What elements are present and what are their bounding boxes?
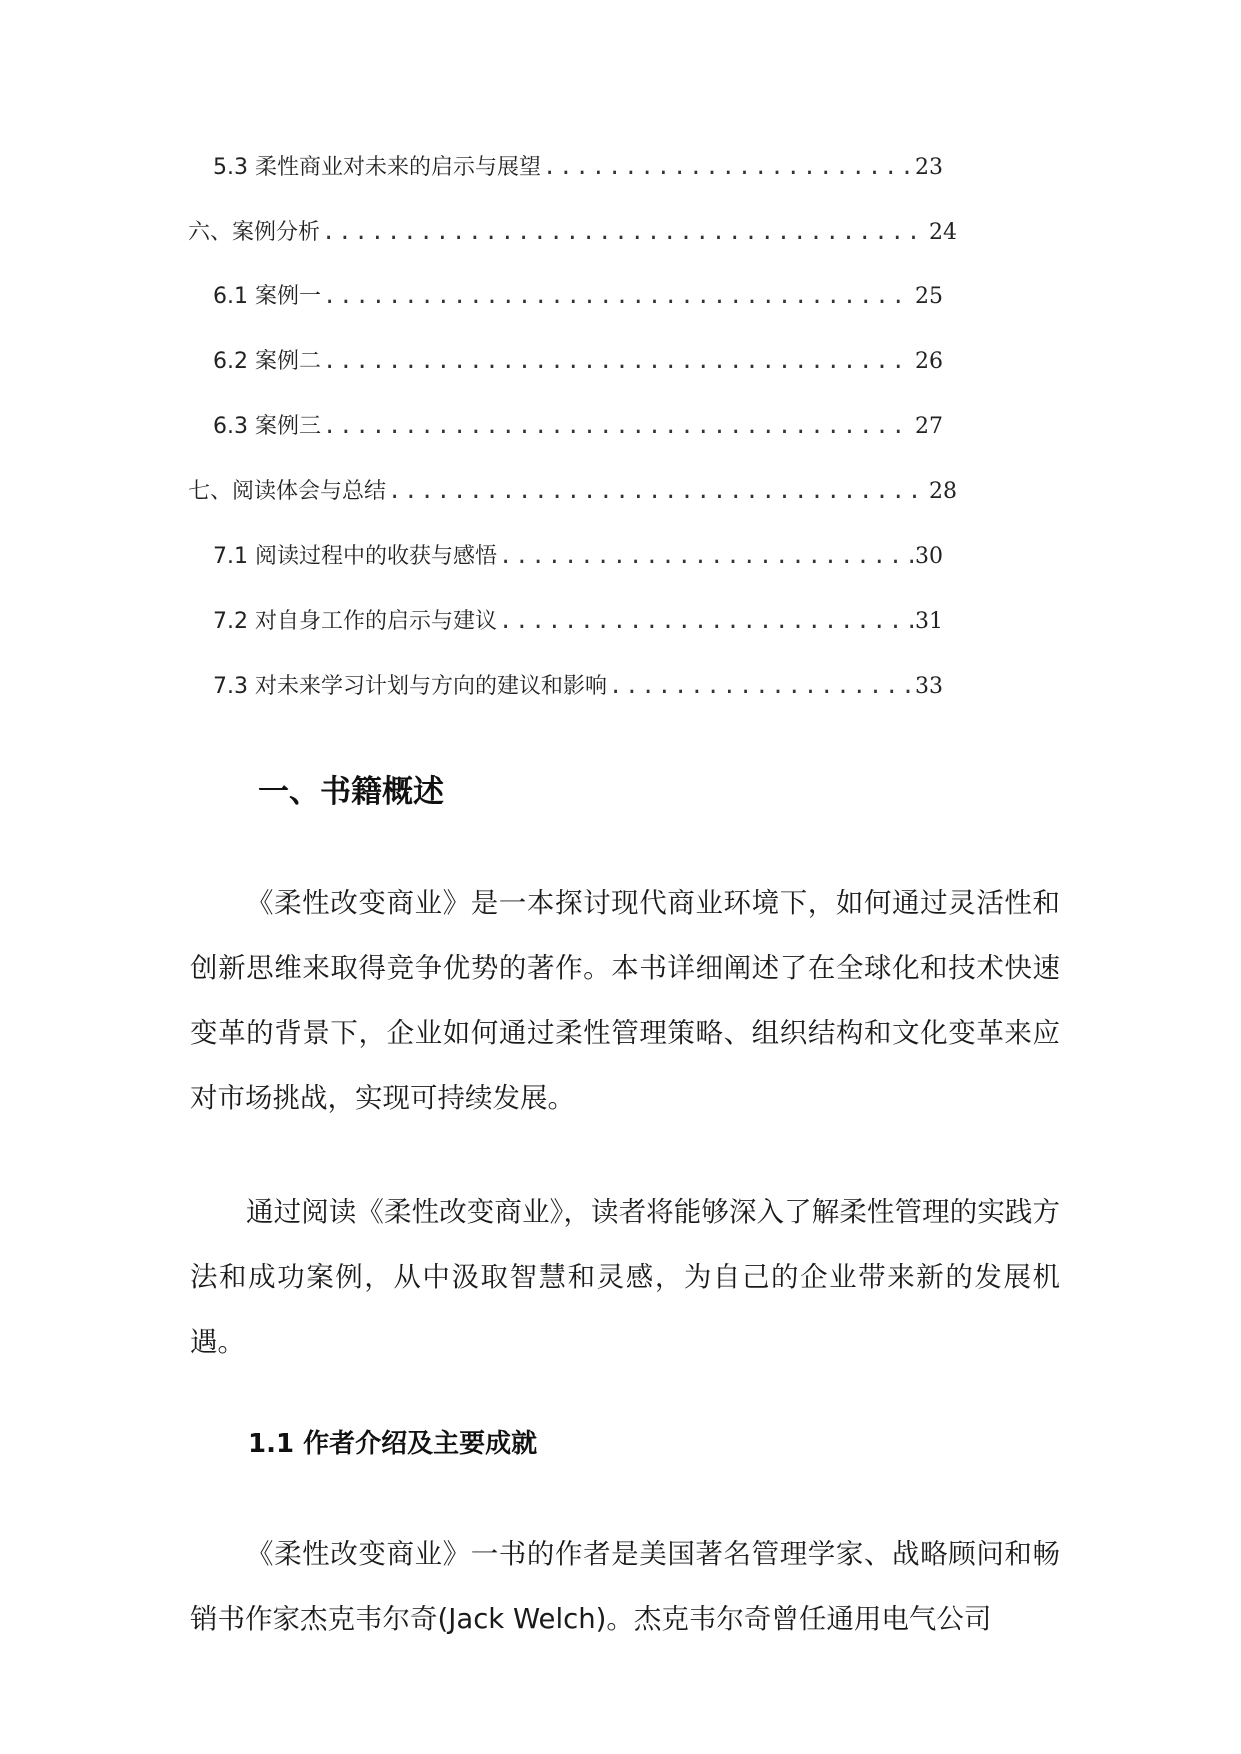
- toc-entry-page: 27: [915, 414, 943, 439]
- toc-entry[interactable]: [213, 541, 943, 573]
- paragraph: 通过阅读《柔性改变商业》，读者将能够深入了解柔性管理的实践方法和成功案例，从中汲取智慧和灵感，为自己的企业带来新的发展机遇。: [190, 1195, 1060, 1358]
- toc-leader-dots: [499, 541, 913, 573]
- toc-entry-page: 24: [929, 220, 957, 245]
- toc-entry[interactable]: [213, 411, 943, 443]
- toc-entry-page: 33: [915, 674, 943, 699]
- toc-leader-dots: [543, 152, 913, 184]
- toc-leader-dots: [323, 346, 913, 378]
- toc-leader-dots: [499, 606, 913, 638]
- toc-entry-page: 25: [915, 284, 943, 309]
- toc-entry-label: 七、阅读体会与总结: [188, 479, 387, 504]
- toc-entry-label: 6.1 案例一: [213, 284, 321, 309]
- toc-entry[interactable]: [213, 346, 943, 378]
- toc-entry-page: 28: [929, 479, 957, 504]
- toc-leader-dots: [323, 411, 913, 443]
- paragraph: 《柔性改变商业》一书的作者是美国著名管理学家、战略顾问和畅销书作家杰克韦尔奇(Jack Welch)。杰克韦尔奇曾任通用电气公司: [190, 1537, 1060, 1635]
- toc-entry[interactable]: [213, 281, 943, 313]
- toc-entry-page: 31: [915, 609, 943, 634]
- toc-entry-label: 7.3 对未来学习计划与方向的建议和影响: [213, 674, 607, 699]
- toc-entry-label: 5.3 柔性商业对未来的启示与展望: [213, 155, 541, 180]
- section-heading: 一、书籍概述: [258, 774, 444, 810]
- toc-entry[interactable]: [213, 671, 943, 703]
- toc-entry[interactable]: [188, 476, 957, 508]
- toc-entry-page: 30: [915, 544, 943, 569]
- toc-entry-label: 7.2 对自身工作的启示与建议: [213, 609, 497, 634]
- paragraph: 《柔性改变商业》是一本探讨现代商业环境下，如何通过灵活性和创新思维来取得竞争优势的著作。本书详细阐述了在全球化和技术快速变革的背景下，企业如何通过柔性管理策略、组织结构和文化变革来应对市场挑战，实现可持续发展。: [190, 886, 1060, 1114]
- toc-entry[interactable]: [213, 152, 943, 184]
- toc-leader-dots: [322, 217, 927, 249]
- toc-entry[interactable]: [213, 606, 943, 638]
- toc-entry-page: 26: [915, 349, 943, 374]
- toc-entry-label: 6.3 案例三: [213, 414, 321, 439]
- toc-entry-page: 23: [915, 155, 943, 180]
- toc-entry-label: 6.2 案例二: [213, 349, 321, 374]
- toc-leader-dots: [323, 281, 913, 313]
- toc-leader-dots: [388, 476, 927, 508]
- toc-entry-label: 六、案例分析: [188, 220, 321, 245]
- toc-entry[interactable]: [188, 217, 957, 249]
- subsection-heading: 1.1 作者介绍及主要成就: [248, 1429, 538, 1459]
- toc-leader-dots: [609, 671, 913, 703]
- toc-entry-label: 7.1 阅读过程中的收获与感悟: [213, 544, 497, 569]
